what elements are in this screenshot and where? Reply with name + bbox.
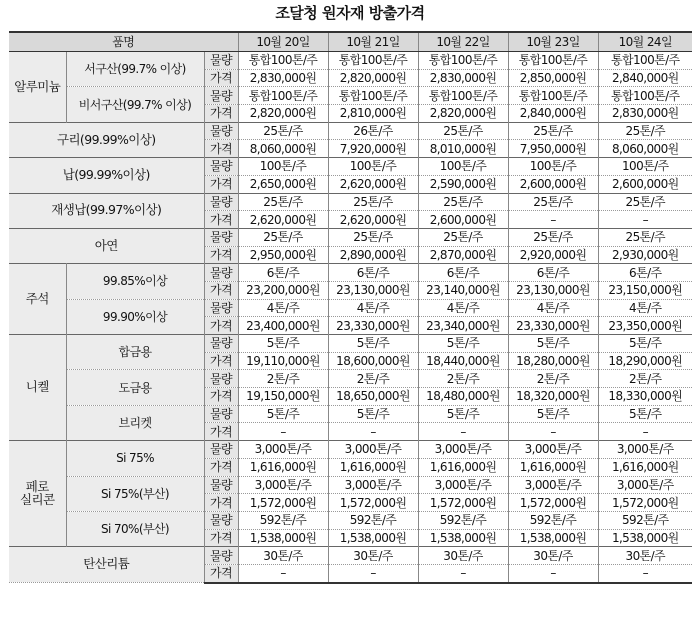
qty-cell: 3,000톤/주	[508, 476, 598, 494]
header-date: 10월 24일	[598, 32, 692, 52]
price-cell: 18,600,000원	[328, 352, 418, 370]
qty-row	[9, 405, 692, 423]
qty-cell: 6톤/주	[328, 264, 418, 282]
qty-row	[9, 511, 692, 529]
price-cell: –	[508, 564, 598, 582]
price-cell: 2,620,000원	[328, 175, 418, 193]
qty-row	[9, 228, 692, 246]
price-cell: 19,110,000원	[238, 352, 328, 370]
price-cell: 23,130,000원	[328, 281, 418, 299]
header-date: 10월 21일	[328, 32, 418, 52]
qty-cell: 25톤/주	[328, 228, 418, 246]
price-cell: 8,060,000원	[238, 140, 328, 158]
qty-cell: 통합100톤/주	[598, 87, 692, 105]
price-cell: 2,600,000원	[418, 211, 508, 229]
qty-cell: 6톤/주	[598, 264, 692, 282]
price-cell: –	[238, 423, 328, 441]
price-cell: 18,290,000원	[598, 352, 692, 370]
item-subcategory: 합금용	[66, 335, 204, 370]
qty-cell: 3,000톤/주	[598, 476, 692, 494]
qty-cell: 통합100톤/주	[418, 87, 508, 105]
kind-label-qty: 물량	[204, 370, 238, 388]
qty-cell: 25톤/주	[238, 193, 328, 211]
qty-cell: 3,000톤/주	[328, 476, 418, 494]
price-cell: 1,538,000원	[418, 529, 508, 547]
price-cell: 1,616,000원	[418, 458, 508, 476]
price-cell: 1,538,000원	[598, 529, 692, 547]
qty-cell: 6톤/주	[418, 264, 508, 282]
qty-row	[9, 87, 692, 105]
qty-row	[9, 52, 692, 70]
price-cell: –	[598, 211, 692, 229]
price-cell: 2,620,000원	[328, 211, 418, 229]
qty-cell: 통합100톤/주	[598, 52, 692, 70]
qty-cell: 25톤/주	[238, 122, 328, 140]
price-cell: 2,890,000원	[328, 246, 418, 264]
price-cell: 23,150,000원	[598, 281, 692, 299]
price-table	[9, 31, 692, 584]
price-cell: 2,600,000원	[508, 175, 598, 193]
qty-cell: 4톤/주	[238, 299, 328, 317]
qty-row	[9, 158, 692, 176]
kind-label-qty: 물량	[204, 335, 238, 353]
kind-label-qty: 물량	[204, 547, 238, 565]
price-cell: 2,590,000원	[418, 175, 508, 193]
kind-label-price: 가격	[204, 105, 238, 123]
kind-label-price: 가격	[204, 175, 238, 193]
price-cell: 1,616,000원	[508, 458, 598, 476]
item-category: 주석	[9, 264, 66, 335]
kind-label-price: 가격	[204, 458, 238, 476]
price-cell: –	[238, 564, 328, 582]
kind-label-qty: 물량	[204, 122, 238, 140]
kind-label-price: 가격	[204, 529, 238, 547]
kind-label-price: 가격	[204, 564, 238, 582]
price-cell: 2,620,000원	[238, 211, 328, 229]
qty-cell: 2톤/주	[238, 370, 328, 388]
item-subcategory: 99.90%이상	[66, 299, 204, 334]
item-category: 탄산리튬	[9, 547, 204, 583]
qty-cell: 4톤/주	[508, 299, 598, 317]
price-cell: 23,140,000원	[418, 281, 508, 299]
kind-label-qty: 물량	[204, 476, 238, 494]
price-cell: –	[508, 211, 598, 229]
price-table-body	[9, 52, 692, 583]
qty-cell: 25톤/주	[598, 228, 692, 246]
qty-cell: 592톤/주	[508, 511, 598, 529]
item-subcategory: Si 70%(부산)	[66, 511, 204, 546]
price-cell: 2,820,000원	[418, 105, 508, 123]
price-cell: 2,600,000원	[598, 175, 692, 193]
item-category: 납(99.99%이상)	[9, 158, 204, 193]
qty-cell: 3,000톤/주	[418, 441, 508, 459]
kind-label-qty: 물량	[204, 405, 238, 423]
price-cell: 23,200,000원	[238, 281, 328, 299]
item-category: 알루미늄	[9, 52, 66, 123]
price-cell: 1,572,000원	[598, 494, 692, 512]
price-cell: 2,920,000원	[508, 246, 598, 264]
price-cell: 2,930,000원	[598, 246, 692, 264]
qty-cell: 5톤/주	[328, 405, 418, 423]
price-cell: 19,150,000원	[238, 388, 328, 406]
qty-cell: 통합100톤/주	[418, 52, 508, 70]
kind-label-qty: 물량	[204, 264, 238, 282]
kind-label-qty: 물량	[204, 299, 238, 317]
qty-cell: 25톤/주	[418, 228, 508, 246]
price-cell: 1,538,000원	[508, 529, 598, 547]
item-subcategory: 서구산(99.7% 이상)	[66, 52, 204, 87]
qty-row	[9, 264, 692, 282]
qty-row	[9, 193, 692, 211]
qty-cell: 5톤/주	[418, 405, 508, 423]
qty-cell: 592톤/주	[418, 511, 508, 529]
price-cell: –	[328, 564, 418, 582]
price-cell: 18,440,000원	[418, 352, 508, 370]
qty-cell: 25톤/주	[508, 193, 598, 211]
qty-cell: 30톤/주	[238, 547, 328, 565]
kind-label-price: 가격	[204, 388, 238, 406]
header-date: 10월 23일	[508, 32, 598, 52]
qty-cell: 25톤/주	[598, 122, 692, 140]
header-date: 10월 20일	[238, 32, 328, 52]
qty-cell: 26톤/주	[328, 122, 418, 140]
price-cell: 1,572,000원	[418, 494, 508, 512]
price-cell: –	[418, 564, 508, 582]
price-cell: 1,616,000원	[328, 458, 418, 476]
qty-cell: 통합100톤/주	[508, 87, 598, 105]
price-cell: 2,830,000원	[238, 69, 328, 87]
item-subcategory: Si 75%	[66, 441, 204, 476]
item-category: 페로 실리콘	[9, 441, 66, 547]
qty-row	[9, 547, 692, 565]
qty-cell: 100톤/주	[598, 158, 692, 176]
qty-cell: 3,000톤/주	[328, 441, 418, 459]
qty-cell: 30톤/주	[328, 547, 418, 565]
price-cell: 18,650,000원	[328, 388, 418, 406]
qty-cell: 100톤/주	[328, 158, 418, 176]
kind-label-price: 가격	[204, 352, 238, 370]
kind-label-qty: 물량	[204, 158, 238, 176]
qty-cell: 25톤/주	[238, 228, 328, 246]
price-cell: 1,538,000원	[238, 529, 328, 547]
item-category: 재생납(99.97%이상)	[9, 193, 204, 228]
qty-cell: 3,000톤/주	[238, 441, 328, 459]
price-cell: 2,830,000원	[598, 105, 692, 123]
price-cell: –	[598, 564, 692, 582]
page-title: 조달청 원자재 방출가격	[275, 4, 425, 22]
price-cell: 2,850,000원	[508, 69, 598, 87]
price-cell: 18,330,000원	[598, 388, 692, 406]
qty-cell: 25톤/주	[508, 228, 598, 246]
qty-cell: 25톤/주	[328, 193, 418, 211]
price-cell: 1,572,000원	[508, 494, 598, 512]
qty-cell: 5톤/주	[418, 335, 508, 353]
kind-label-qty: 물량	[204, 228, 238, 246]
kind-label-price: 가격	[204, 246, 238, 264]
kind-label-price: 가격	[204, 281, 238, 299]
header-item: 품명	[9, 32, 238, 52]
qty-cell: 3,000톤/주	[238, 476, 328, 494]
price-cell: 1,538,000원	[328, 529, 418, 547]
price-cell: 18,480,000원	[418, 388, 508, 406]
price-cell: 18,280,000원	[508, 352, 598, 370]
qty-cell: 통합100톤/주	[328, 52, 418, 70]
kind-label-price: 가격	[204, 423, 238, 441]
qty-cell: 5톤/주	[238, 405, 328, 423]
price-cell: –	[328, 423, 418, 441]
item-subcategory: 브리켓	[66, 405, 204, 440]
price-cell: 23,130,000원	[508, 281, 598, 299]
qty-cell: 5톤/주	[598, 335, 692, 353]
price-cell: 1,572,000원	[328, 494, 418, 512]
qty-cell: 100톤/주	[238, 158, 328, 176]
qty-cell: 100톤/주	[508, 158, 598, 176]
kind-label-price: 가격	[204, 140, 238, 158]
qty-cell: 5톤/주	[328, 335, 418, 353]
price-cell: 8,060,000원	[598, 140, 692, 158]
kind-label-price: 가격	[204, 494, 238, 512]
price-cell: 7,920,000원	[328, 140, 418, 158]
price-cell: 23,330,000원	[508, 317, 598, 335]
item-category: 구리(99.99%이상)	[9, 122, 204, 157]
price-cell: 1,616,000원	[598, 458, 692, 476]
item-subcategory: 비서구산(99.7% 이상)	[66, 87, 204, 122]
qty-cell: 통합100톤/주	[328, 87, 418, 105]
kind-label-qty: 물량	[204, 511, 238, 529]
qty-cell: 4톤/주	[418, 299, 508, 317]
price-cell: 2,650,000원	[238, 175, 328, 193]
kind-label-price: 가격	[204, 69, 238, 87]
price-cell: 2,870,000원	[418, 246, 508, 264]
price-cell: –	[508, 423, 598, 441]
price-cell: 2,840,000원	[508, 105, 598, 123]
qty-cell: 25톤/주	[508, 122, 598, 140]
qty-cell: 통합100톤/주	[238, 52, 328, 70]
qty-cell: 25톤/주	[418, 122, 508, 140]
qty-cell: 2톤/주	[508, 370, 598, 388]
price-cell: 2,820,000원	[238, 105, 328, 123]
qty-row	[9, 335, 692, 353]
qty-cell: 30톤/주	[598, 547, 692, 565]
kind-label-price: 가격	[204, 317, 238, 335]
header-date: 10월 22일	[418, 32, 508, 52]
kind-label-qty: 물량	[204, 52, 238, 70]
qty-row	[9, 122, 692, 140]
qty-cell: 4톤/주	[328, 299, 418, 317]
qty-row	[9, 299, 692, 317]
price-cell: 1,616,000원	[238, 458, 328, 476]
price-cell: 7,950,000원	[508, 140, 598, 158]
price-cell: 8,010,000원	[418, 140, 508, 158]
qty-cell: 2톤/주	[418, 370, 508, 388]
qty-row	[9, 441, 692, 459]
qty-row	[9, 476, 692, 494]
qty-cell: 5톤/주	[598, 405, 692, 423]
kind-label-qty: 물량	[204, 193, 238, 211]
qty-cell: 6톤/주	[238, 264, 328, 282]
price-cell: –	[418, 423, 508, 441]
qty-cell: 5톤/주	[238, 335, 328, 353]
item-subcategory: 도금용	[66, 370, 204, 405]
item-subcategory: 99.85%이상	[66, 264, 204, 299]
qty-cell: 2톤/주	[598, 370, 692, 388]
item-category: 아연	[9, 228, 204, 263]
header-row	[9, 32, 692, 52]
item-subcategory: Si 75%(부산)	[66, 476, 204, 511]
price-cell: 2,820,000원	[328, 69, 418, 87]
kind-label-qty: 물량	[204, 441, 238, 459]
qty-cell: 592톤/주	[598, 511, 692, 529]
price-cell: 2,950,000원	[238, 246, 328, 264]
qty-cell: 25톤/주	[418, 193, 508, 211]
qty-cell: 2톤/주	[328, 370, 418, 388]
qty-cell: 592톤/주	[238, 511, 328, 529]
qty-cell: 통합100톤/주	[238, 87, 328, 105]
kind-label-qty: 물량	[204, 87, 238, 105]
qty-cell: 25톤/주	[598, 193, 692, 211]
qty-cell: 3,000톤/주	[508, 441, 598, 459]
qty-cell: 592톤/주	[328, 511, 418, 529]
qty-cell: 5톤/주	[508, 405, 598, 423]
price-cell: 2,830,000원	[418, 69, 508, 87]
qty-cell: 4톤/주	[598, 299, 692, 317]
price-cell: 23,400,000원	[238, 317, 328, 335]
price-cell: –	[598, 423, 692, 441]
qty-cell: 3,000톤/주	[418, 476, 508, 494]
price-cell: 2,810,000원	[328, 105, 418, 123]
price-cell: 18,320,000원	[508, 388, 598, 406]
price-cell: 1,572,000원	[238, 494, 328, 512]
qty-cell: 6톤/주	[508, 264, 598, 282]
qty-cell: 3,000톤/주	[598, 441, 692, 459]
qty-cell: 100톤/주	[418, 158, 508, 176]
qty-cell: 통합100톤/주	[508, 52, 598, 70]
kind-label-price: 가격	[204, 211, 238, 229]
qty-cell: 30톤/주	[508, 547, 598, 565]
qty-row	[9, 370, 692, 388]
price-cell: 2,840,000원	[598, 69, 692, 87]
price-cell: 23,350,000원	[598, 317, 692, 335]
item-category: 니켈	[9, 335, 66, 441]
price-cell: 23,330,000원	[328, 317, 418, 335]
price-cell: 23,340,000원	[418, 317, 508, 335]
qty-cell: 30톤/주	[418, 547, 508, 565]
qty-cell: 5톤/주	[508, 335, 598, 353]
